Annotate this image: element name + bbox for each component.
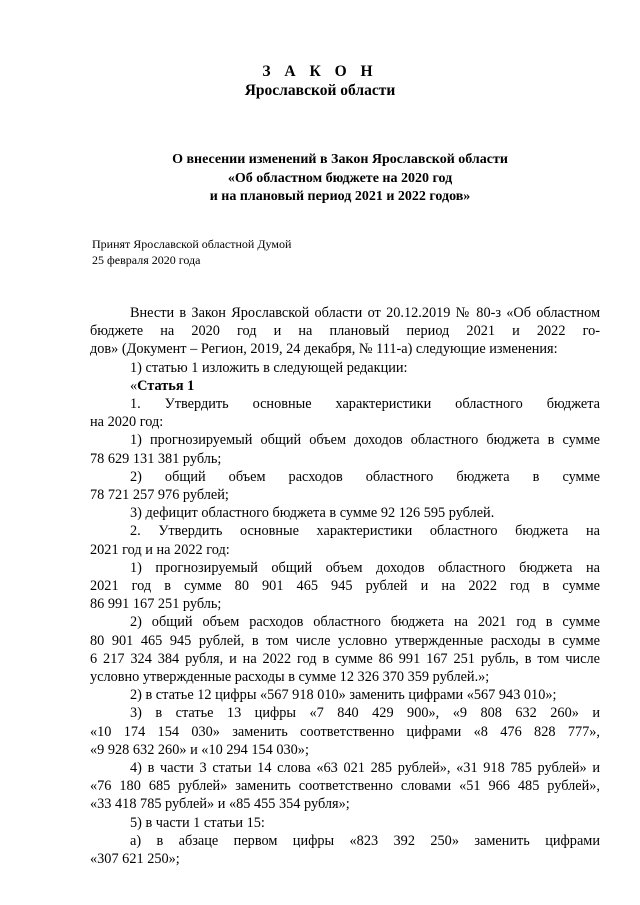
body-line: 86 991 167 251 рубль;: [90, 596, 222, 613]
body-line: «33 418 785 рублей» и «85 455 354 рубля»;: [90, 796, 350, 813]
body-line: 2021 год и на 2022 год:: [90, 541, 230, 558]
article-label: Статья 1: [137, 377, 195, 394]
adoption-note: [92, 237, 291, 268]
body-line: 1. Утвердить основные характеристики областного бюджета: [130, 396, 600, 413]
body-line: 3) в статье 13 цифры «7 840 429 900», «9 808 632 260» и: [130, 705, 600, 722]
body-line: условно утвержденные расходы в сумме 12 326 370 359 рублей.»;: [90, 669, 490, 686]
body-line: 2) общий объем расходов областного бюджета на 2021 год в сумме: [130, 614, 600, 631]
body-line: дов» (Документ – Регион, 2019, 24 декабря, № 111-а) следующие изменения:: [90, 341, 558, 358]
body-line: 1) статью 1 изложить в следующей редакции:: [130, 359, 408, 376]
body-line: 2) общий объем расходов областного бюджета в сумме: [130, 468, 600, 485]
body-line: 2021 год в сумме 80 901 465 945 рублей и на 2022 год в сумме: [90, 578, 600, 595]
body-line: 3) дефицит областного бюджета в сумме 92 126 595 рублей.: [130, 505, 495, 522]
law-title: [90, 151, 590, 207]
body-line: Внести в Закон Ярославской области от 20.12.2019 № 80-з «Об областном бюджете на 2020 год и на плановый период 2021 и 2022 го-: [90, 305, 600, 340]
adoption-date: 25 февраля 2020 года: [92, 252, 201, 267]
body-line: 1) прогнозируемый общий объем доходов областного бюджета в сумме: [130, 432, 600, 449]
body-line: «76 180 685 рублей» заменить соответственно словами «51 966 485 рублей»,: [90, 778, 600, 795]
body-line: 2. Утвердить основные характеристики областного бюджета на: [130, 523, 600, 540]
law-title-line: «Об областном бюджете на 2020 год: [227, 170, 453, 186]
body-line: 1) прогнозируемый общий объем доходов областного бюджета на: [130, 559, 600, 576]
body-line: 78 629 131 381 рубль;: [90, 450, 222, 467]
body-line: 80 901 465 945 рублей, в том числе условно утвержденные расходы в сумме: [90, 632, 600, 649]
body-line: 4) в части 3 статьи 14 слова «63 021 285 рублей», «31 918 785 рублей» и: [130, 760, 600, 777]
body-line: 78 721 257 976 рублей;: [90, 487, 229, 504]
article-heading: «Статья 1: [130, 377, 195, 394]
body-line: «9 928 632 260» и «10 294 154 030»;: [90, 741, 309, 758]
adoption-line: Принят Ярославской областной Думой: [92, 237, 292, 251]
body-line: а) в абзаце первом цифры «823 392 250» заменить цифрами: [130, 832, 600, 849]
body-line: «307 621 250»;: [90, 851, 180, 868]
body-line: на 2020 год:: [90, 414, 164, 431]
body-line: 6 217 324 384 рубля, и на 2022 год в сумме 86 991 167 251 рубль, в том числе: [90, 650, 600, 667]
body-line: «10 174 154 030» заменить соответственно цифрами «8 476 828 777»,: [90, 723, 600, 740]
region-heading: Ярославской области: [244, 82, 396, 99]
law-body: [90, 304, 600, 868]
law-title-line: и на плановый период 2021 и 2022 годов»: [209, 189, 471, 204]
document-type-heading: З А К О Н: [262, 63, 378, 80]
body-line: 2) в статье 12 цифры «567 918 010» заменить цифрами «567 943 010»;: [130, 687, 557, 704]
law-title-line: О внесении изменений в Закон Ярославской области: [172, 152, 508, 167]
body-line: 5) в части 1 статьи 15:: [130, 814, 265, 831]
